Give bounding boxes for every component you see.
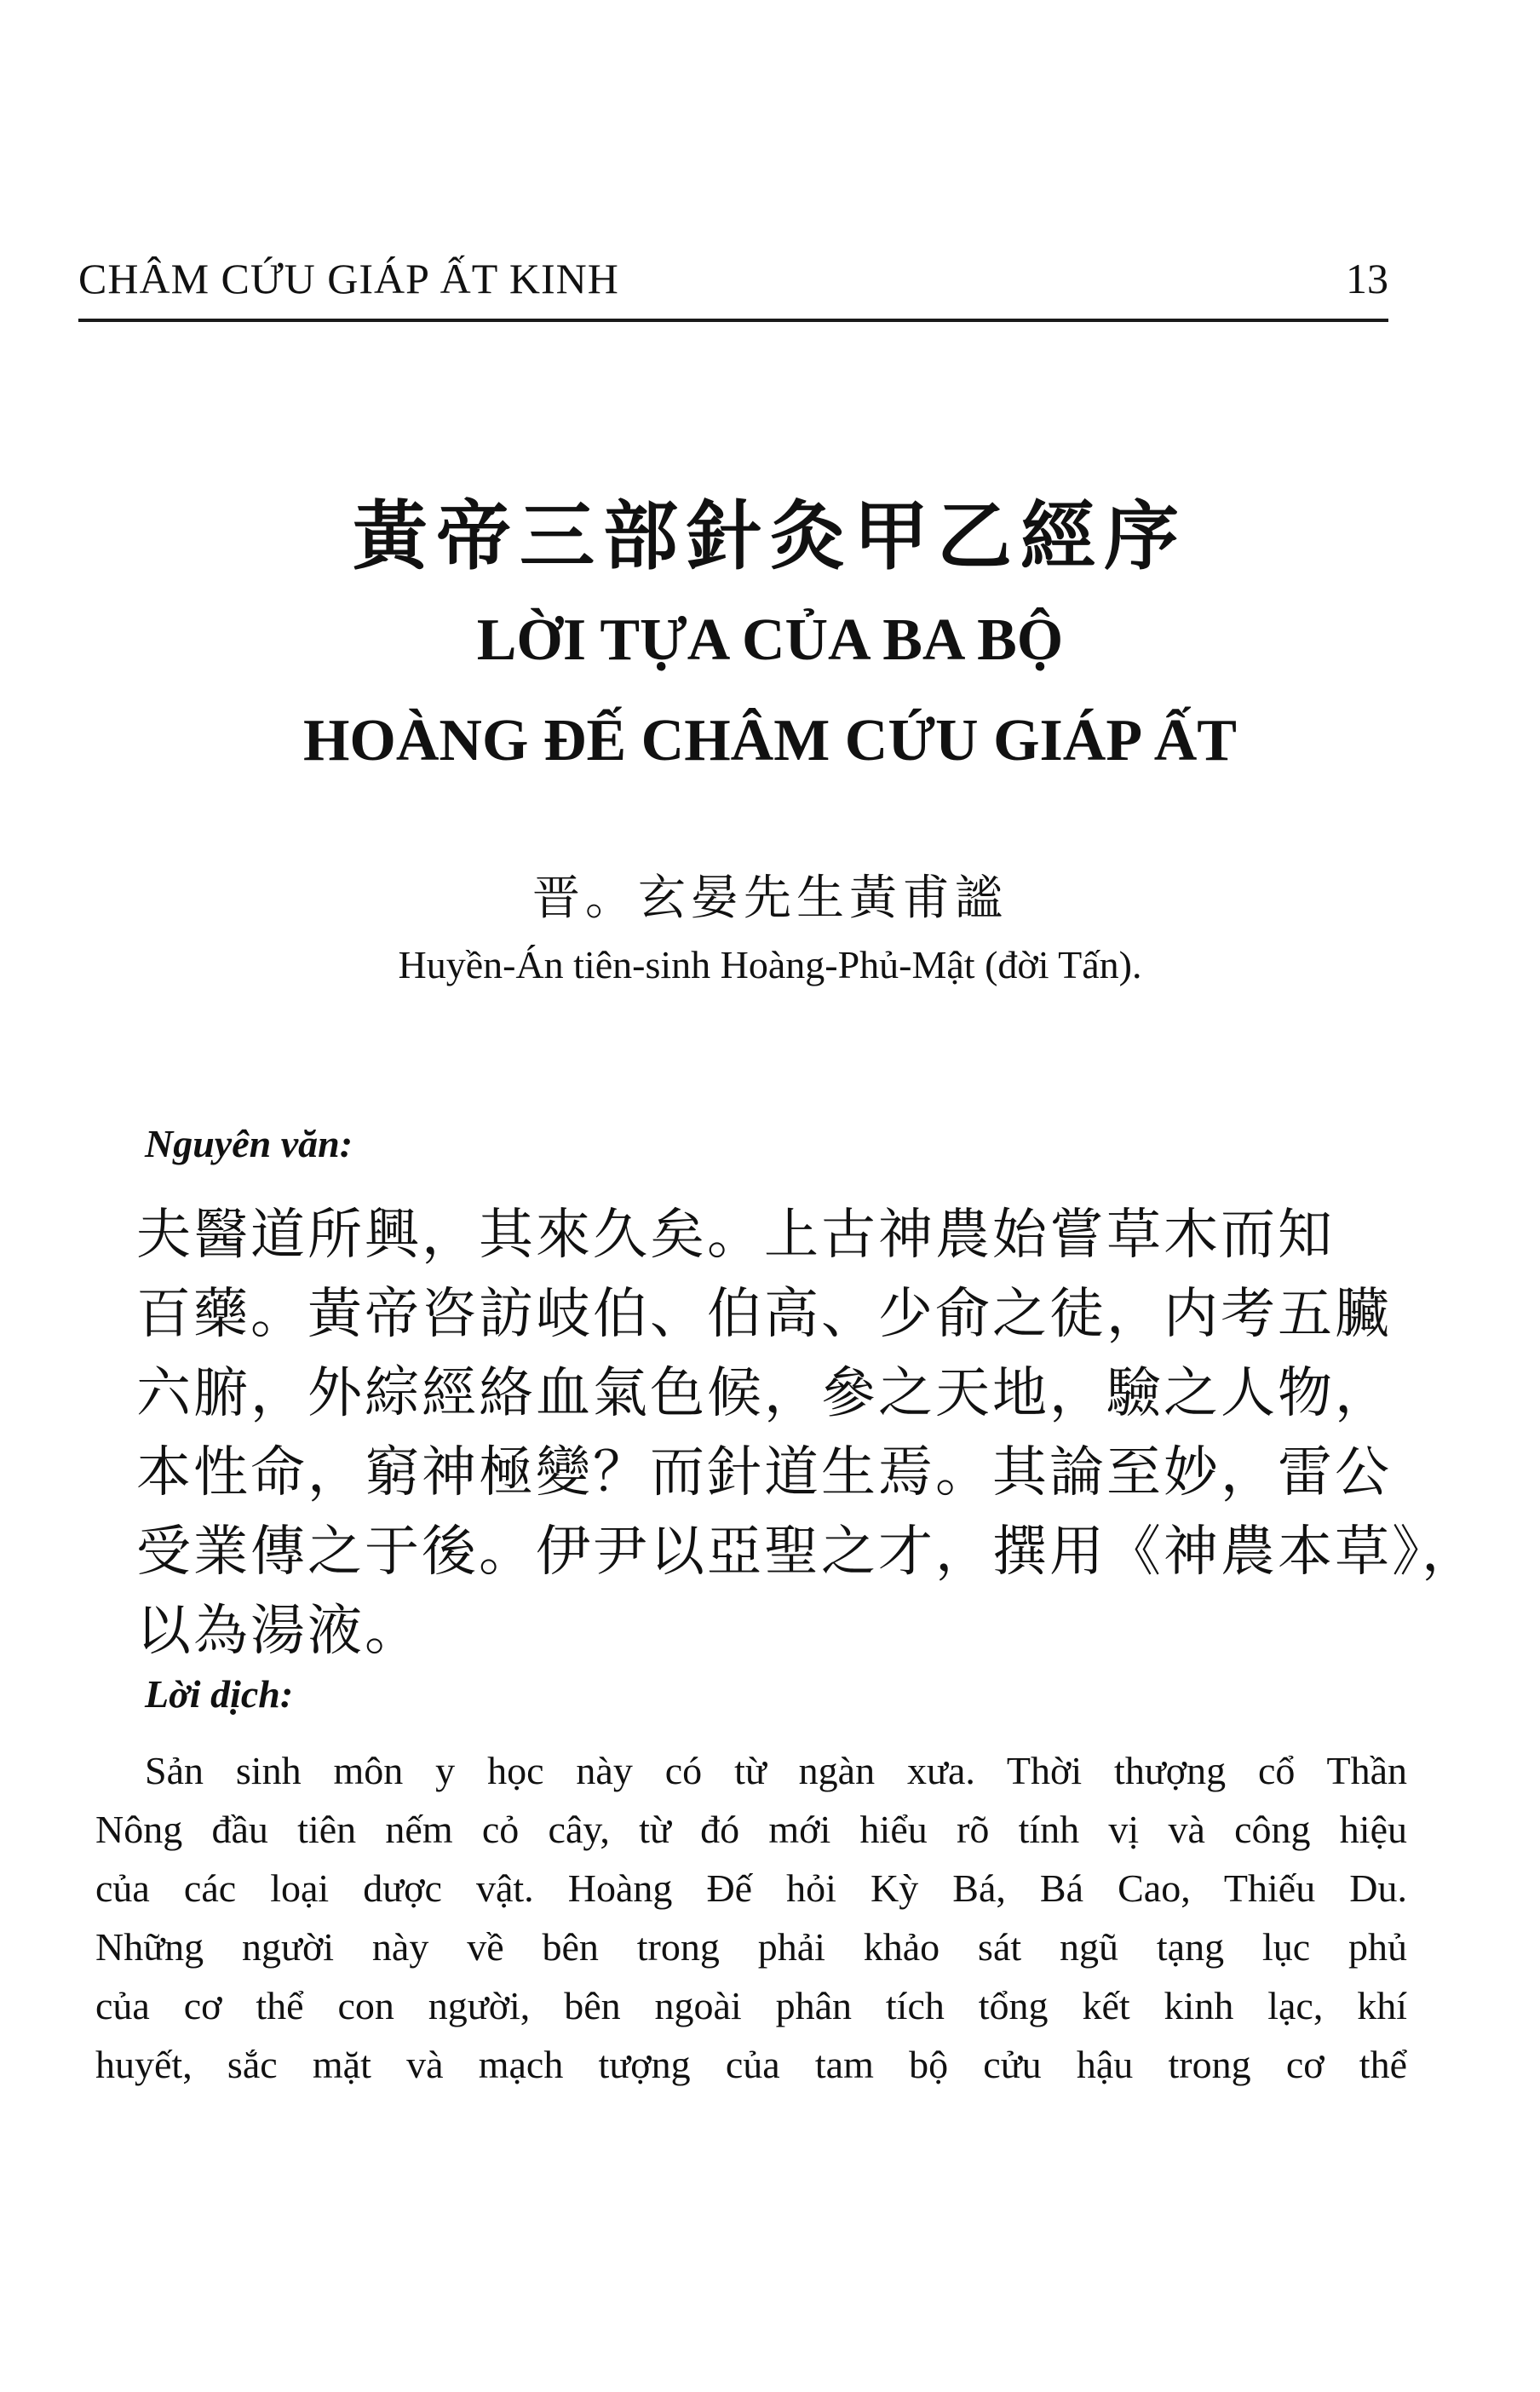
author-chinese: 晋。玄晏先生黃甫謐 [532, 871, 1008, 926]
translation-line: huyết, sắc mặt và mạch tượng của tam bộ cửu hậu trong cơ thể [95, 2043, 1407, 2086]
chinese-text-line: 受業傳之于後。伊尹以亞聖之才，撰用《神農本草》， [136, 1521, 1479, 1584]
chinese-text-line: 以為湯液。 [136, 1600, 422, 1663]
chapter-title-chinese: 黃帝三部針灸甲乙經序 [352, 492, 1187, 580]
page-number: 13 [1346, 255, 1388, 302]
translation-line: Những người này về bên trong phải khảo sát ngũ tạng lục phủ [95, 1925, 1407, 1969]
vietnamese-translation-text [95, 1741, 1407, 2094]
chapter-title-vietnamese-line-1: LỜI TỰA CỦA BA BỘ [476, 607, 1064, 673]
chinese-text-line: 夫醫道所興，其來久矣。上古神農始嘗草木而知 [136, 1204, 1335, 1267]
translation-line: Nông đầu tiên nếm cỏ cây, từ đó mới hiểu rõ tính vị và công hiệu [95, 1808, 1407, 1851]
chapter-title-vietnamese-line-2: HOÀNG ĐẾ CHÂM CỨU GIÁP ẤT [302, 708, 1237, 773]
author-vietnamese: Huyền-Án tiên-sinh Hoàng-Phủ-Mật (đời Tấn). [398, 943, 1142, 986]
translation-line: của cơ thể con người, bên ngoài phân tích tổng kết kinh lạc, khí [95, 1984, 1407, 2027]
original-chinese-text [136, 1196, 1479, 1671]
running-header [78, 252, 1388, 322]
translation-line: Sản sinh môn y học này có từ ngàn xưa. Thời thượng cổ Thần [145, 1749, 1407, 1792]
chinese-text-line: 六腑，外綜經絡血氣色候，參之天地，驗之人物， [136, 1362, 1392, 1425]
translation-label: Lời dịch: [145, 1672, 294, 1716]
original-text-label: Nguyên văn: [145, 1122, 353, 1165]
running-title: CHÂM CỨU GIÁP ẤT KINH [78, 255, 619, 302]
chinese-text-line: 百藥。黃帝咨訪岐伯、伯高、少俞之徒，内考五臟 [136, 1283, 1392, 1346]
chinese-text-line: 本性命，窮神極變？而針道生焉。其論至妙，雷公 [136, 1441, 1392, 1504]
translation-line: của các loại dược vật. Hoàng Đế hỏi Kỳ Bá, Bá Cao, Thiếu Du. [95, 1866, 1407, 1910]
